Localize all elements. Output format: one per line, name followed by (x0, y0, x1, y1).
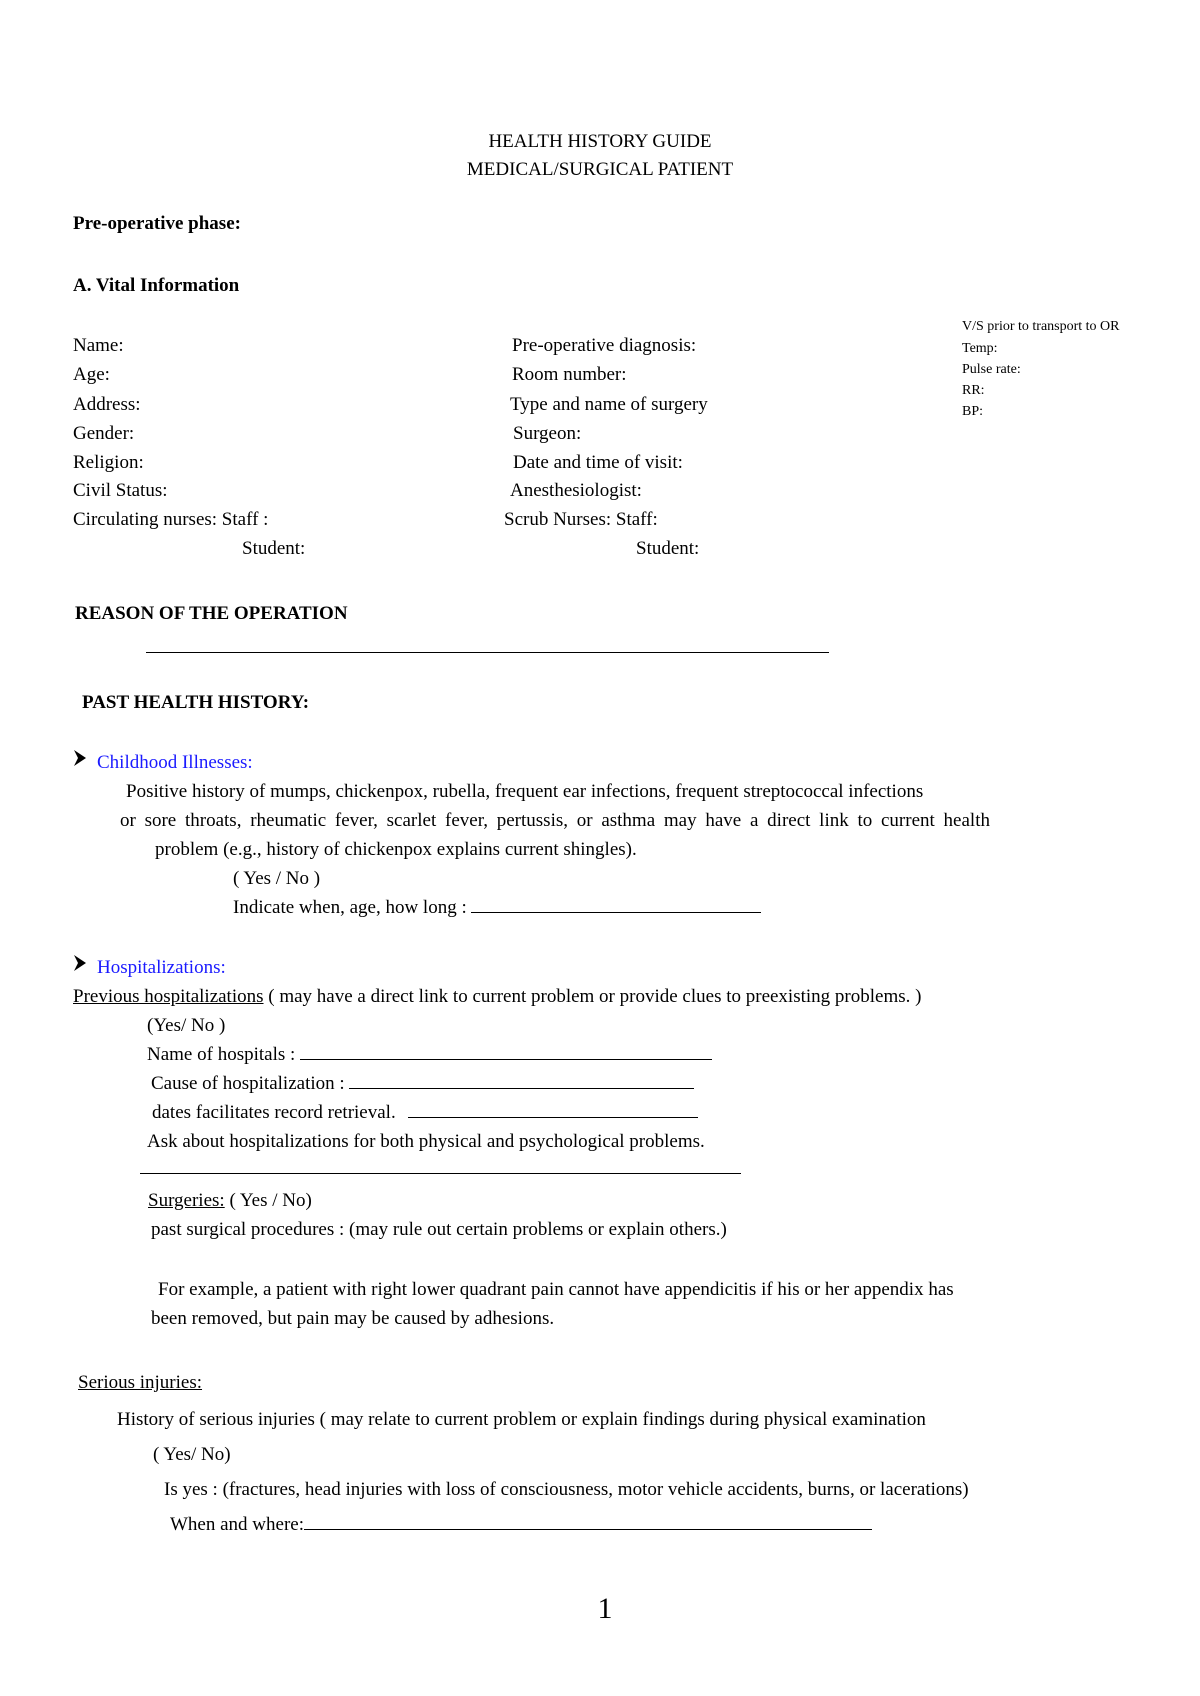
arrow-bullet-icon (73, 749, 87, 767)
childhood-text-line-3: problem (e.g., history of chickenpox explains current shingles). (155, 839, 637, 860)
serious-injuries-if-yes-text: Is yes : (fractures, head injuries with loss of consciousness, motor vehicle accidents, burns, or lacerations) (164, 1479, 969, 1500)
hospitalization-cause-row (151, 1074, 694, 1093)
field-scrub-nurses-label: Scrub Nurses: Staff: (504, 509, 658, 530)
vitals-temp-label: Temp: (962, 341, 998, 356)
vitals-bp-label: BP: (962, 404, 984, 419)
field-religion-label: Religion: (73, 452, 144, 473)
childhood-yes-no[interactable]: ( Yes / No ) (233, 868, 321, 889)
field-scrub-student-label: Student: (636, 538, 700, 559)
surgeries-past-procedures-text: past surgical procedures : (may rule out certain problems or explain others.) (151, 1219, 727, 1240)
field-circulating-student-label: Student: (242, 538, 306, 559)
hospital-name-answer-line[interactable] (300, 1058, 712, 1060)
page-number: 1 (597, 1592, 613, 1625)
field-civil-status-label: Civil Status: (73, 480, 168, 501)
field-anesthesiologist-label: Anesthesiologist: (510, 480, 642, 501)
hospitalization-ask-answer-line[interactable] (140, 1173, 741, 1174)
hospital-name-row (147, 1045, 712, 1064)
childhood-text-line-2: or sore throats, rheumatic fever, scarlet fever, pertussis, or asthma may have a direct link to current health (120, 810, 990, 831)
hospitalizations-yes-no[interactable]: (Yes/ No ) (147, 1015, 226, 1036)
arrow-bullet-icon (73, 954, 87, 972)
field-room-number-label: Room number: (512, 364, 627, 385)
section-a-heading: A. Vital Information (73, 275, 240, 296)
when-where-label: When and where: (170, 1514, 304, 1535)
field-surgery-type-label: Type and name of surgery (510, 394, 708, 415)
surgeries-row (148, 1191, 312, 1210)
childhood-illnesses-title: Childhood Illnesses: (97, 752, 253, 773)
field-circulating-nurses-label: Circulating nurses: Staff : (73, 509, 269, 530)
serious-injuries-label: Serious injuries: (78, 1372, 203, 1393)
serious-injuries-yes-no[interactable]: ( Yes/ No) (153, 1444, 231, 1465)
childhood-text-line-1: Positive history of mumps, chickenpox, rubella, frequent ear infections, frequent streptococcal infections (126, 781, 924, 802)
previous-hospitalizations-text: ( may have a direct link to current problem or provide clues to preexisting problems. ) (263, 986, 922, 1007)
serious-injuries-history-text: History of serious injuries ( may relate to current problem or explain findings during physical examination (117, 1409, 926, 1430)
title-line-2: MEDICAL/SURGICAL PATIENT (466, 159, 734, 180)
hospitalization-dates-answer-line[interactable] (408, 1116, 698, 1118)
surgeries-yes-no[interactable]: ( Yes / No) (224, 1190, 312, 1211)
past-history-heading: PAST HEALTH HISTORY: (82, 692, 310, 713)
previous-hospitalizations-label: Previous hospitalizations (73, 986, 264, 1007)
field-preop-diagnosis-label: Pre-operative diagnosis: (512, 335, 697, 356)
hospitalization-cause-answer-line[interactable] (349, 1087, 694, 1089)
vitals-heading: V/S prior to transport to OR (962, 319, 1120, 334)
hospitalization-dates-label: dates facilitates record retrieval. (152, 1102, 396, 1123)
hospitalization-dates-row (152, 1103, 698, 1122)
when-where-row (170, 1515, 872, 1534)
vitals-pulse-label: Pulse rate: (962, 362, 1021, 377)
reason-heading: REASON OF THE OPERATION (75, 603, 348, 624)
childhood-indicate-answer-line[interactable] (471, 911, 761, 913)
reason-answer-line[interactable] (146, 652, 829, 653)
field-address-label: Address: (73, 394, 141, 415)
surgeries-label: Surgeries: (148, 1190, 225, 1211)
field-gender-label: Gender: (73, 423, 135, 444)
field-visit-date-label: Date and time of visit: (513, 452, 683, 473)
surgeries-example-line-1: For example, a patient with right lower quadrant pain cannot have appendicitis if his or her appendix has (158, 1279, 954, 1300)
vitals-rr-label: RR: (962, 383, 985, 398)
hospitalizations-title: Hospitalizations: (97, 957, 226, 978)
field-age-label: Age: (73, 364, 110, 385)
childhood-indicate-label: Indicate when, age, how long : (233, 897, 467, 918)
title-line-1: HEALTH HISTORY GUIDE (488, 131, 712, 152)
field-surgeon-label: Surgeon: (513, 423, 582, 444)
when-where-answer-line[interactable] (304, 1528, 872, 1530)
field-name-label: Name: (73, 335, 124, 356)
phase-heading: Pre-operative phase: (73, 213, 241, 234)
hospitalization-cause-label: Cause of hospitalization : (151, 1073, 345, 1094)
hospitalization-ask-text: Ask about hospitalizations for both physical and psychological problems. (147, 1131, 705, 1152)
surgeries-example-line-2: been removed, but pain may be caused by adhesions. (151, 1308, 555, 1329)
hospital-name-label: Name of hospitals : (147, 1044, 296, 1065)
childhood-indicate-row (233, 898, 761, 917)
previous-hospitalizations-row (73, 987, 921, 1006)
